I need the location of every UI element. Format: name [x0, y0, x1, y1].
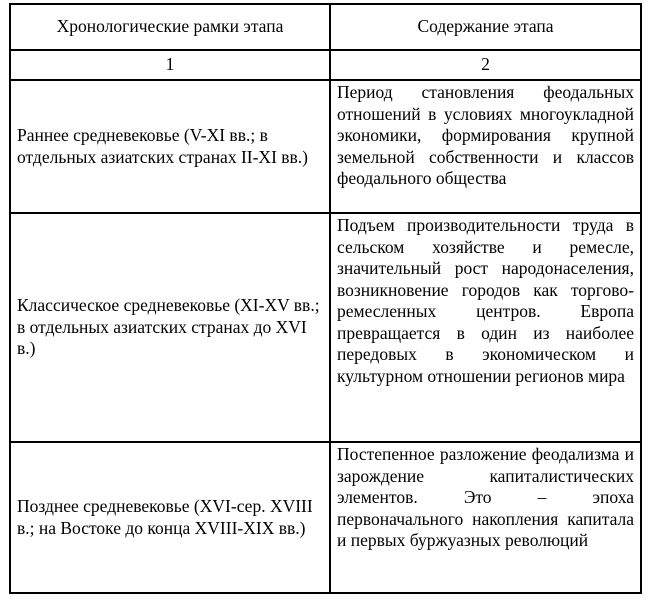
column-number-1: 1 — [10, 50, 330, 80]
table-row — [10, 213, 641, 442]
content-cell: Период становления феодальных отношений в условиях многоукладной экономики, формирования крупной земельной собственности и классов феодального общества — [330, 80, 641, 213]
column-number-row — [10, 50, 641, 80]
table-row — [10, 80, 641, 213]
period-cell: Позднее средневековье (XVI-сер. XVIII в.; на Востоке до конца XVIII-XIX вв.) — [10, 442, 330, 593]
header-row — [10, 4, 641, 50]
period-cell: Классическое средневековье (XI-XV вв.; в отдельных азиатских странах до XVI в.) — [10, 213, 330, 442]
content-cell: Подъем производительности труда в сельском хозяйстве и ремесле, значительный рост народонаселения, возникновение городов как торгово-ремесленных центров. Европа превращается в один из наиболее передовых в экономическом и культурном отношении регионов мира — [330, 213, 641, 442]
column-header-content: Содержание этапа — [330, 4, 641, 50]
periodization-table — [9, 3, 642, 594]
table-row — [10, 442, 641, 593]
column-header-period: Хронологические рамки этапа — [10, 4, 330, 50]
period-cell: Раннее средневековье (V-XI вв.; в отдельных азиатских странах II-XI вв.) — [10, 80, 330, 213]
content-cell: Постепенное разложение феодализма и зарождение капиталистических элементов. Это – эпоха первоначального накопления капитала и первых буржуазных революций — [330, 442, 641, 593]
column-number-2: 2 — [330, 50, 641, 80]
